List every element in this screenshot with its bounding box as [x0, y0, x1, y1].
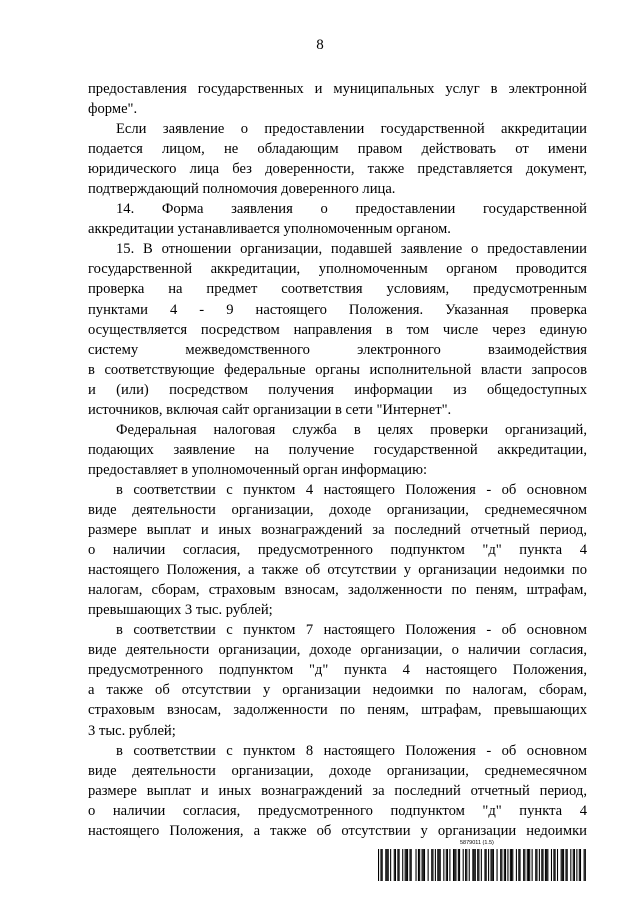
barcode-bar [570, 849, 571, 881]
barcode-bar [562, 849, 563, 881]
text-line: в соответствии с пунктом 4 настоящего Положения - об основном [116, 481, 587, 498]
barcode-bar [397, 849, 398, 881]
text-line: систему межведомственного электронного взаимодействия [88, 341, 587, 358]
barcode-bar [469, 849, 470, 881]
text-line: источников, включая сайт организации в сети "Интернет". [88, 401, 452, 418]
text-line: о наличии согласия, предусмотренного подпунктом "д" пункта 4 [88, 802, 587, 819]
text-line: государственной аккредитации, уполномоченным органом проводится [88, 261, 587, 278]
barcode-bar [532, 849, 533, 881]
text-line: подающих заявление на получение государственной аккредитации, [88, 441, 587, 458]
text-line: подается лицом, не обладающим правом действовать от имени [88, 141, 587, 158]
barcode-bar [474, 849, 475, 881]
barcode-bar [437, 849, 438, 881]
barcode-bar [507, 849, 508, 881]
barcode-bar [458, 849, 459, 881]
barcode-bar [584, 849, 585, 881]
document-code: 5879011 (1.5) [460, 840, 494, 846]
barcode-bar [407, 849, 408, 881]
text-line: настоящего Положения, а также об отсутствии у организации недоимки [88, 822, 587, 839]
barcode-bar [512, 849, 513, 881]
text-line: 15. В отношении организации, подавшей заявление о предоставлении [116, 241, 587, 258]
barcode-bar [504, 849, 505, 881]
text-line: Федеральная налоговая служба в целях проверки организаций, [116, 421, 587, 438]
text-line: предоставления государственных и муниципальных услуг в электронной [88, 81, 587, 97]
barcode-bar [395, 849, 396, 881]
barcode-bar [546, 849, 547, 881]
barcode-bar [529, 849, 530, 881]
barcode-bar [505, 849, 506, 881]
barcode-bar [443, 849, 444, 881]
text-line: осуществляется посредством направления в том числе через единую [88, 321, 587, 338]
barcode-bar [411, 849, 412, 881]
barcode-bar [409, 849, 410, 881]
text-line: в соответствии с пунктом 8 настоящего Положения - об основном [116, 742, 587, 759]
text-line: подтверждающий полномочия доверенного лица. [88, 181, 396, 198]
barcode-bar [399, 849, 400, 881]
barcode-bar [419, 849, 420, 881]
barcode-bar [385, 849, 386, 881]
text-line: виде деятельности организации, доходе организации, о наличии согласия, [88, 642, 587, 659]
barcode-bar [574, 849, 575, 881]
barcode-bar [423, 849, 424, 881]
barcode-bar [455, 849, 456, 881]
barcode-bar [524, 849, 525, 881]
barcode-bar [511, 849, 512, 881]
barcode-bar [454, 849, 455, 881]
barcode-bar [565, 849, 566, 881]
text-line: размере выплат и иных вознаграждений за последний отчетный период, [88, 782, 587, 799]
barcode-bar [478, 849, 479, 881]
barcode-bar [580, 849, 581, 881]
barcode-bar [488, 849, 489, 881]
text-line: в соответствии с пунктом 7 настоящего Положения - об основном [116, 622, 587, 639]
barcode-bar [555, 849, 556, 881]
barcode-bar [481, 849, 482, 881]
text-line: превышающих 3 тыс. рублей; [88, 602, 273, 619]
barcode-bar [402, 849, 403, 881]
barcode-bar [449, 849, 450, 881]
page-number: 8 [316, 37, 324, 53]
barcode-bar [563, 849, 564, 881]
barcode-bar [527, 849, 528, 881]
text-line: налогам, сборам, страховым взносам, задолженности по пеням, штрафам, [88, 582, 587, 599]
barcode-bar [428, 849, 429, 881]
barcode-bar [510, 849, 511, 881]
text-line: виде деятельности организации, доходе организации, среднемесячном [88, 762, 587, 779]
barcode-bar [394, 849, 395, 881]
barcode-bar [388, 849, 389, 881]
barcode-bar [380, 849, 381, 881]
barcode-bar [585, 849, 586, 881]
barcode-bar [492, 849, 493, 881]
barcode-bar [541, 849, 542, 881]
text-line: пунктами 4 - 9 настоящего Положения. Указанная проверка [88, 301, 587, 318]
text-line: форме". [88, 101, 138, 118]
barcode-bar [551, 849, 552, 881]
barcode-bar [490, 849, 491, 881]
barcode-bar [501, 849, 502, 881]
barcode-bar [542, 849, 543, 881]
barcode-bar [475, 849, 476, 881]
text-line: настоящего Положения, а также об отсутствии у организации недоимки по [88, 562, 587, 579]
barcode-bar [519, 849, 520, 881]
text-line: страховым взносам, задолженности по пеням, штрафам, превышающих [88, 702, 587, 719]
barcode-bar [536, 849, 537, 881]
barcode-bar [557, 849, 558, 881]
barcode-bar [466, 849, 467, 881]
barcode-bar [516, 849, 517, 881]
barcode-bar [472, 849, 473, 881]
text-line: размере выплат и иных вознаграждений за последний отчетный период, [88, 522, 587, 539]
barcode-bar [382, 849, 383, 881]
barcode-bar [579, 849, 580, 881]
barcode-bar [446, 849, 447, 881]
barcode-bar [440, 849, 441, 881]
text-line: 3 тыс. рублей; [88, 722, 176, 739]
barcode-bar [547, 849, 548, 881]
barcode-bar [465, 849, 466, 881]
body-text [88, 79, 587, 841]
text-line: юридического лица без доверенности, также представляется документ, [88, 161, 587, 178]
barcode-bar [561, 849, 562, 881]
barcode-bar [545, 849, 546, 881]
barcode-bar [463, 849, 464, 881]
barcode-bar [523, 849, 524, 881]
barcode-bar [390, 849, 391, 881]
barcode-bar [447, 849, 448, 881]
barcode-bar [477, 849, 478, 881]
barcode-bar [424, 849, 425, 881]
barcode-bar [378, 849, 379, 881]
barcode-bar [459, 849, 460, 881]
barcode-bar [453, 849, 454, 881]
barcode-bar [435, 849, 436, 881]
text-line: и (или) посредством получения информации из общедоступных [88, 381, 587, 398]
text-line: 14. Форма заявления о предоставлении государственной [116, 201, 587, 218]
barcode-bar [386, 849, 387, 881]
barcode-bar [493, 849, 494, 881]
barcode-bar [573, 849, 574, 881]
barcode-bar [528, 849, 529, 881]
text-line: предусмотренного подпунктом "д" пункта 4 настоящего Положения, [88, 662, 587, 679]
text-line: о наличии согласия, предусмотренного подпунктом "д" пункта 4 [88, 542, 587, 559]
text-line: а также об отсутствии у организации недоимки по налогам, сборам, [88, 682, 587, 699]
barcode-bar [431, 849, 432, 881]
barcode-bar [500, 849, 501, 881]
text-line: в соответствующие федеральные органы исполнительной власти запросов [88, 361, 587, 378]
barcode-bar [535, 849, 536, 881]
barcode-bar [418, 849, 419, 881]
barcode-bar [422, 849, 423, 881]
barcode-bar [576, 849, 577, 881]
barcode-bar [497, 849, 498, 881]
text-line: виде деятельности организации, доходе организации, среднемесячном [88, 501, 587, 518]
barcode [378, 849, 586, 881]
barcode-bar [406, 849, 407, 881]
barcode-bar [539, 849, 540, 881]
barcode-bar [405, 849, 406, 881]
barcode-bar [432, 849, 433, 881]
text-line: предоставляет в уполномоченный орган информацию: [88, 461, 428, 478]
text-line: Если заявление о предоставлении государственной аккредитации [116, 121, 587, 138]
barcode-bar [415, 849, 416, 881]
text-line: аккредитации устанавливается уполномоченным органом. [88, 221, 451, 238]
barcode-bar [553, 849, 554, 881]
text-line: проверка на предмет соответствия условиям, предусмотренным [88, 281, 587, 298]
barcode-bar [567, 849, 568, 881]
barcode-bar [518, 849, 519, 881]
barcode-bar [484, 849, 485, 881]
barcode-bar [486, 849, 487, 881]
barcode-bar [438, 849, 439, 881]
